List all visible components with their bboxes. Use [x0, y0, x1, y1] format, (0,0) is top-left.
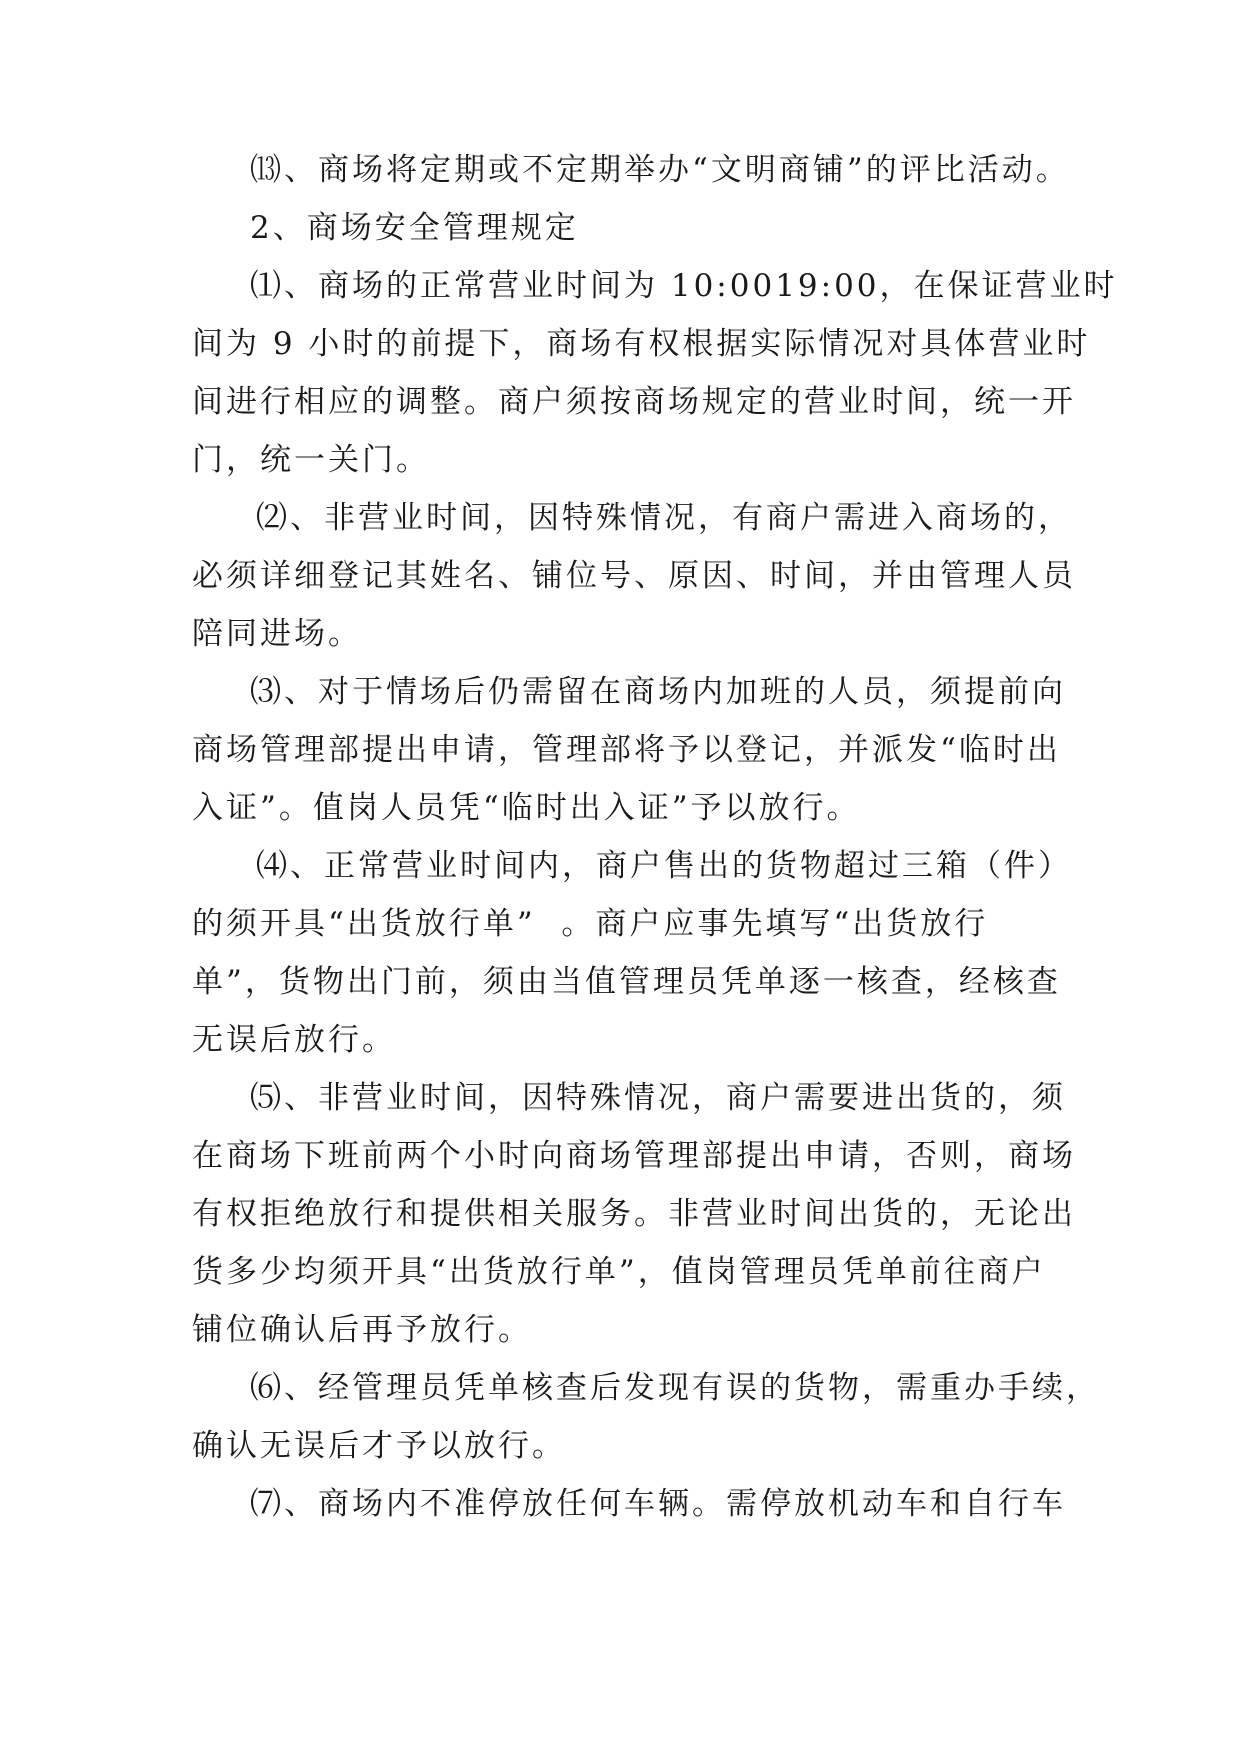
- paragraph-2-line-1: ⑵、非营业时间，因特殊情况，有商户需进入商场的，: [256, 500, 1072, 536]
- paragraph-2-line-3: 陪同进场。: [192, 616, 362, 652]
- paragraph-5-line-5: 铺位确认后再予放行。: [192, 1312, 532, 1348]
- section-heading-2: 2、商场安全管理规定: [250, 210, 579, 246]
- paragraph-7-line-1: ⑺、商场内不准停放任何车辆。需停放机动车和自行车: [250, 1486, 1066, 1522]
- paragraph-1-line-3: 间进行相应的调整。商户须按商场规定的营业时间，统一开: [192, 384, 1076, 420]
- paragraph-3-line-1: ⑶、对于情场后仍需留在商场内加班的人员，须提前向: [250, 674, 1066, 710]
- paragraph-5-line-3: 有权拒绝放行和提供相关服务。非营业时间出货的，无论出: [192, 1196, 1076, 1232]
- paragraph-3-line-3: 入证”。值岗人员凭“临时出入证”予以放行。: [192, 790, 861, 826]
- paragraph-4-line-3: 单”，货物出门前，须由当值管理员凭单逐一核查，经核查: [192, 964, 1061, 1000]
- paragraph-1-line-2: 间为 9 小时的前提下，商场有权根据实际情况对具体营业时: [192, 326, 1091, 362]
- paragraph-1-line-4: 门，统一关门。: [192, 442, 430, 478]
- paragraph-4-line-2: 的须开具“出货放行单” 。商户应事先填写“出货放行: [192, 906, 989, 942]
- paragraph-5-line-2: 在商场下班前两个小时向商场管理部提出申请，否则，商场: [192, 1138, 1076, 1174]
- paragraph-4-line-1: ⑷、正常营业时间内，商户售出的货物超过三箱（件）: [256, 848, 1072, 884]
- paragraph-1-line-1: ⑴、商场的正常营业时间为 10:0019:00，在保证营业时: [250, 268, 1118, 304]
- paragraph-5-line-4: 货多少均须开具“出货放行单”，值岗管理员凭单前往商户: [192, 1254, 1046, 1290]
- paragraph-4-line-4: 无误后放行。: [192, 1022, 396, 1058]
- paragraph-5-line-1: ⑸、非营业时间，因特殊情况，商户需要进出货的，须: [250, 1080, 1066, 1116]
- paragraph-3-line-2: 商场管理部提出申请，管理部将予以登记，并派发“临时出: [192, 732, 1061, 768]
- paragraph-2-line-2: 必须详细登记其姓名、铺位号、原因、时间，并由管理人员: [192, 558, 1076, 594]
- paragraph-6-line-1: ⑹、经管理员凭单核查后发现有误的货物，需重办手续，: [250, 1370, 1100, 1406]
- paragraph-13-line-1: ⒀、商场将定期或不定期举办“文明商铺”的评比活动。: [250, 152, 1070, 188]
- paragraph-6-line-2: 确认无误后才予以放行。: [192, 1428, 566, 1464]
